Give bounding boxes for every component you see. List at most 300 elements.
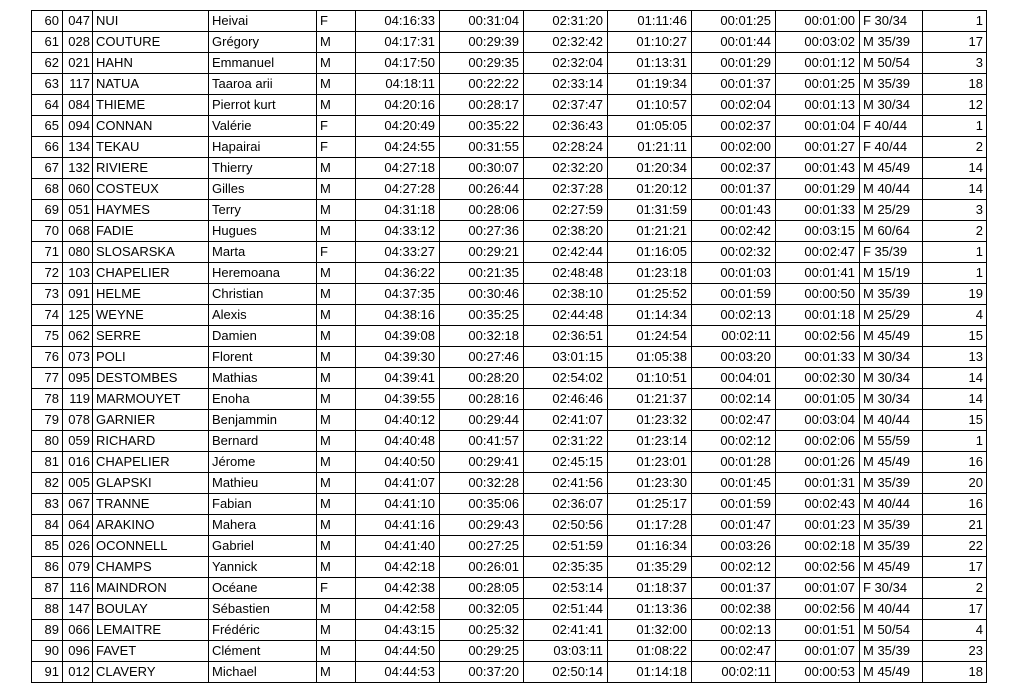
overall-rank-cell: 60	[32, 11, 63, 32]
first-name-cell: Fabian	[209, 494, 317, 515]
overall-rank-cell: 73	[32, 284, 63, 305]
last-name-cell: RIVIERE	[93, 158, 209, 179]
split-2-time-cell: 02:50:14	[524, 662, 608, 683]
first-name-cell: Emmanuel	[209, 53, 317, 74]
transition-1-time-cell: 00:01:37	[692, 74, 776, 95]
sex-cell: M	[317, 641, 356, 662]
split-3-time-cell: 01:10:51	[608, 368, 692, 389]
sex-cell: F	[317, 578, 356, 599]
total-time-cell: 04:39:41	[356, 368, 440, 389]
category-rank-cell: 17	[923, 32, 987, 53]
transition-2-time-cell: 00:01:51	[776, 620, 860, 641]
category-cell: M 55/59	[860, 431, 923, 452]
split-3-time-cell: 01:19:34	[608, 74, 692, 95]
category-cell: F 30/34	[860, 11, 923, 32]
last-name-cell: WEYNE	[93, 305, 209, 326]
overall-rank-cell: 63	[32, 74, 63, 95]
split-1-time-cell: 00:37:20	[440, 662, 524, 683]
transition-2-time-cell: 00:03:04	[776, 410, 860, 431]
first-name-cell: Clément	[209, 641, 317, 662]
bib-number-cell: 005	[63, 473, 93, 494]
sex-cell: M	[317, 368, 356, 389]
total-time-cell: 04:42:38	[356, 578, 440, 599]
split-2-time-cell: 03:01:15	[524, 347, 608, 368]
bib-number-cell: 078	[63, 410, 93, 431]
category-cell: M 35/39	[860, 536, 923, 557]
sex-cell: M	[317, 536, 356, 557]
bib-number-cell: 079	[63, 557, 93, 578]
split-3-time-cell: 01:08:22	[608, 641, 692, 662]
first-name-cell: Enoha	[209, 389, 317, 410]
split-2-time-cell: 02:36:51	[524, 326, 608, 347]
split-2-time-cell: 03:03:11	[524, 641, 608, 662]
split-2-time-cell: 02:48:48	[524, 263, 608, 284]
split-1-time-cell: 00:27:46	[440, 347, 524, 368]
first-name-cell: Gabriel	[209, 536, 317, 557]
last-name-cell: FADIE	[93, 221, 209, 242]
transition-1-time-cell: 00:02:14	[692, 389, 776, 410]
table-row	[32, 389, 987, 410]
split-1-time-cell: 00:32:05	[440, 599, 524, 620]
bib-number-cell: 016	[63, 452, 93, 473]
category-rank-cell: 2	[923, 578, 987, 599]
total-time-cell: 04:27:18	[356, 158, 440, 179]
transition-2-time-cell: 00:01:13	[776, 95, 860, 116]
category-cell: M 30/34	[860, 347, 923, 368]
first-name-cell: Frédéric	[209, 620, 317, 641]
category-cell: M 45/49	[860, 158, 923, 179]
table-row	[32, 620, 987, 641]
category-rank-cell: 23	[923, 641, 987, 662]
split-3-time-cell: 01:05:38	[608, 347, 692, 368]
split-2-time-cell: 02:32:20	[524, 158, 608, 179]
last-name-cell: HELME	[93, 284, 209, 305]
table-row	[32, 137, 987, 158]
total-time-cell: 04:38:16	[356, 305, 440, 326]
table-row	[32, 116, 987, 137]
split-1-time-cell: 00:32:18	[440, 326, 524, 347]
transition-2-time-cell: 00:02:56	[776, 599, 860, 620]
bib-number-cell: 064	[63, 515, 93, 536]
bib-number-cell: 091	[63, 284, 93, 305]
category-cell: M 45/49	[860, 326, 923, 347]
last-name-cell: OCONNELL	[93, 536, 209, 557]
category-cell: M 40/44	[860, 599, 923, 620]
category-cell: F 35/39	[860, 242, 923, 263]
total-time-cell: 04:33:27	[356, 242, 440, 263]
first-name-cell: Michael	[209, 662, 317, 683]
total-time-cell: 04:44:53	[356, 662, 440, 683]
transition-1-time-cell: 00:01:59	[692, 494, 776, 515]
overall-rank-cell: 67	[32, 158, 63, 179]
sex-cell: M	[317, 158, 356, 179]
transition-2-time-cell: 00:02:56	[776, 557, 860, 578]
split-3-time-cell: 01:25:17	[608, 494, 692, 515]
split-1-time-cell: 00:30:46	[440, 284, 524, 305]
category-cell: M 40/44	[860, 410, 923, 431]
table-row	[32, 599, 987, 620]
category-rank-cell: 16	[923, 452, 987, 473]
bib-number-cell: 012	[63, 662, 93, 683]
first-name-cell: Hapairai	[209, 137, 317, 158]
split-3-time-cell: 01:23:30	[608, 473, 692, 494]
overall-rank-cell: 61	[32, 32, 63, 53]
first-name-cell: Terry	[209, 200, 317, 221]
split-1-time-cell: 00:32:28	[440, 473, 524, 494]
transition-2-time-cell: 00:02:06	[776, 431, 860, 452]
table-row	[32, 11, 987, 32]
overall-rank-cell: 64	[32, 95, 63, 116]
transition-1-time-cell: 00:01:37	[692, 179, 776, 200]
transition-2-time-cell: 00:01:25	[776, 74, 860, 95]
split-1-time-cell: 00:35:25	[440, 305, 524, 326]
split-1-time-cell: 00:35:06	[440, 494, 524, 515]
table-row	[32, 347, 987, 368]
category-cell: M 35/39	[860, 473, 923, 494]
split-3-time-cell: 01:16:05	[608, 242, 692, 263]
split-2-time-cell: 02:54:02	[524, 368, 608, 389]
last-name-cell: CONNAN	[93, 116, 209, 137]
table-row	[32, 158, 987, 179]
bib-number-cell: 021	[63, 53, 93, 74]
split-2-time-cell: 02:50:56	[524, 515, 608, 536]
last-name-cell: BOULAY	[93, 599, 209, 620]
split-2-time-cell: 02:41:56	[524, 473, 608, 494]
total-time-cell: 04:44:50	[356, 641, 440, 662]
transition-1-time-cell: 00:02:00	[692, 137, 776, 158]
table-row	[32, 578, 987, 599]
overall-rank-cell: 75	[32, 326, 63, 347]
bib-number-cell: 026	[63, 536, 93, 557]
sex-cell: M	[317, 557, 356, 578]
split-3-time-cell: 01:23:32	[608, 410, 692, 431]
first-name-cell: Thierry	[209, 158, 317, 179]
sex-cell: M	[317, 389, 356, 410]
split-1-time-cell: 00:28:17	[440, 95, 524, 116]
first-name-cell: Hugues	[209, 221, 317, 242]
table-row	[32, 662, 987, 683]
transition-2-time-cell: 00:01:18	[776, 305, 860, 326]
total-time-cell: 04:40:50	[356, 452, 440, 473]
split-3-time-cell: 01:25:52	[608, 284, 692, 305]
transition-1-time-cell: 00:02:37	[692, 158, 776, 179]
transition-2-time-cell: 00:01:41	[776, 263, 860, 284]
split-3-time-cell: 01:18:37	[608, 578, 692, 599]
category-rank-cell: 1	[923, 263, 987, 284]
transition-1-time-cell: 00:02:32	[692, 242, 776, 263]
sex-cell: M	[317, 347, 356, 368]
split-3-time-cell: 01:23:14	[608, 431, 692, 452]
sex-cell: M	[317, 221, 356, 242]
overall-rank-cell: 69	[32, 200, 63, 221]
sex-cell: M	[317, 494, 356, 515]
split-3-time-cell: 01:23:01	[608, 452, 692, 473]
split-2-time-cell: 02:42:44	[524, 242, 608, 263]
last-name-cell: ARAKINO	[93, 515, 209, 536]
split-2-time-cell: 02:36:43	[524, 116, 608, 137]
category-cell: M 35/39	[860, 284, 923, 305]
transition-2-time-cell: 00:01:23	[776, 515, 860, 536]
last-name-cell: NATUA	[93, 74, 209, 95]
split-3-time-cell: 01:17:28	[608, 515, 692, 536]
split-3-time-cell: 01:05:05	[608, 116, 692, 137]
transition-2-time-cell: 00:01:07	[776, 578, 860, 599]
total-time-cell: 04:20:49	[356, 116, 440, 137]
category-cell: M 25/29	[860, 305, 923, 326]
first-name-cell: Gilles	[209, 179, 317, 200]
first-name-cell: Jérome	[209, 452, 317, 473]
split-1-time-cell: 00:27:25	[440, 536, 524, 557]
overall-rank-cell: 81	[32, 452, 63, 473]
bib-number-cell: 116	[63, 578, 93, 599]
last-name-cell: SERRE	[93, 326, 209, 347]
split-1-time-cell: 00:28:06	[440, 200, 524, 221]
transition-2-time-cell: 00:01:31	[776, 473, 860, 494]
total-time-cell: 04:20:16	[356, 95, 440, 116]
total-time-cell: 04:16:33	[356, 11, 440, 32]
bib-number-cell: 117	[63, 74, 93, 95]
first-name-cell: Sébastien	[209, 599, 317, 620]
sex-cell: M	[317, 620, 356, 641]
total-time-cell: 04:39:30	[356, 347, 440, 368]
table-row	[32, 494, 987, 515]
overall-rank-cell: 91	[32, 662, 63, 683]
split-3-time-cell: 01:24:54	[608, 326, 692, 347]
bib-number-cell: 132	[63, 158, 93, 179]
first-name-cell: Alexis	[209, 305, 317, 326]
sex-cell: M	[317, 599, 356, 620]
category-rank-cell: 14	[923, 368, 987, 389]
table-row	[32, 305, 987, 326]
total-time-cell: 04:39:08	[356, 326, 440, 347]
category-rank-cell: 3	[923, 53, 987, 74]
last-name-cell: CLAVERY	[93, 662, 209, 683]
transition-1-time-cell: 00:01:28	[692, 452, 776, 473]
sex-cell: F	[317, 242, 356, 263]
first-name-cell: Heremoana	[209, 263, 317, 284]
split-3-time-cell: 01:10:27	[608, 32, 692, 53]
split-2-time-cell: 02:36:07	[524, 494, 608, 515]
sex-cell: M	[317, 410, 356, 431]
bib-number-cell: 066	[63, 620, 93, 641]
table-row	[32, 95, 987, 116]
split-1-time-cell: 00:21:35	[440, 263, 524, 284]
category-cell: M 40/44	[860, 179, 923, 200]
category-cell: M 35/39	[860, 74, 923, 95]
category-rank-cell: 14	[923, 158, 987, 179]
overall-rank-cell: 76	[32, 347, 63, 368]
bib-number-cell: 062	[63, 326, 93, 347]
overall-rank-cell: 71	[32, 242, 63, 263]
sex-cell: M	[317, 53, 356, 74]
overall-rank-cell: 72	[32, 263, 63, 284]
bib-number-cell: 073	[63, 347, 93, 368]
transition-2-time-cell: 00:02:30	[776, 368, 860, 389]
category-cell: M 45/49	[860, 557, 923, 578]
category-cell: M 45/49	[860, 452, 923, 473]
bib-number-cell: 068	[63, 221, 93, 242]
overall-rank-cell: 83	[32, 494, 63, 515]
total-time-cell: 04:41:40	[356, 536, 440, 557]
first-name-cell: Bernard	[209, 431, 317, 452]
overall-rank-cell: 79	[32, 410, 63, 431]
category-rank-cell: 18	[923, 662, 987, 683]
bib-number-cell: 096	[63, 641, 93, 662]
first-name-cell: Christian	[209, 284, 317, 305]
first-name-cell: Mathieu	[209, 473, 317, 494]
split-2-time-cell: 02:45:15	[524, 452, 608, 473]
table-row	[32, 221, 987, 242]
split-2-time-cell: 02:31:20	[524, 11, 608, 32]
first-name-cell: Grégory	[209, 32, 317, 53]
total-time-cell: 04:40:12	[356, 410, 440, 431]
transition-1-time-cell: 00:02:11	[692, 326, 776, 347]
transition-1-time-cell: 00:02:12	[692, 431, 776, 452]
bib-number-cell: 103	[63, 263, 93, 284]
table-row	[32, 263, 987, 284]
bib-number-cell: 060	[63, 179, 93, 200]
split-2-time-cell: 02:44:48	[524, 305, 608, 326]
overall-rank-cell: 89	[32, 620, 63, 641]
total-time-cell: 04:37:35	[356, 284, 440, 305]
transition-2-time-cell: 00:01:05	[776, 389, 860, 410]
split-1-time-cell: 00:26:44	[440, 179, 524, 200]
category-rank-cell: 4	[923, 305, 987, 326]
last-name-cell: POLI	[93, 347, 209, 368]
sex-cell: M	[317, 263, 356, 284]
overall-rank-cell: 74	[32, 305, 63, 326]
total-time-cell: 04:31:18	[356, 200, 440, 221]
transition-1-time-cell: 00:02:13	[692, 305, 776, 326]
split-2-time-cell: 02:32:04	[524, 53, 608, 74]
category-rank-cell: 14	[923, 179, 987, 200]
split-1-time-cell: 00:25:32	[440, 620, 524, 641]
category-cell: M 35/39	[860, 32, 923, 53]
overall-rank-cell: 78	[32, 389, 63, 410]
split-1-time-cell: 00:26:01	[440, 557, 524, 578]
transition-2-time-cell: 00:02:56	[776, 326, 860, 347]
split-3-time-cell: 01:21:21	[608, 221, 692, 242]
bib-number-cell: 028	[63, 32, 93, 53]
split-1-time-cell: 00:29:25	[440, 641, 524, 662]
sex-cell: M	[317, 431, 356, 452]
split-1-time-cell: 00:29:41	[440, 452, 524, 473]
split-2-time-cell: 02:41:07	[524, 410, 608, 431]
bib-number-cell: 119	[63, 389, 93, 410]
first-name-cell: Marta	[209, 242, 317, 263]
overall-rank-cell: 85	[32, 536, 63, 557]
transition-1-time-cell: 00:02:47	[692, 641, 776, 662]
table-row	[32, 473, 987, 494]
overall-rank-cell: 86	[32, 557, 63, 578]
sex-cell: M	[317, 662, 356, 683]
overall-rank-cell: 88	[32, 599, 63, 620]
category-cell: F 40/44	[860, 137, 923, 158]
last-name-cell: COSTEUX	[93, 179, 209, 200]
sex-cell: F	[317, 116, 356, 137]
last-name-cell: GARNIER	[93, 410, 209, 431]
transition-2-time-cell: 00:01:33	[776, 347, 860, 368]
sex-cell: M	[317, 32, 356, 53]
split-3-time-cell: 01:14:34	[608, 305, 692, 326]
table-row	[32, 53, 987, 74]
transition-2-time-cell: 00:01:04	[776, 116, 860, 137]
overall-rank-cell: 87	[32, 578, 63, 599]
sex-cell: M	[317, 326, 356, 347]
split-3-time-cell: 01:20:34	[608, 158, 692, 179]
total-time-cell: 04:41:07	[356, 473, 440, 494]
last-name-cell: GLAPSKI	[93, 473, 209, 494]
category-rank-cell: 22	[923, 536, 987, 557]
sex-cell: F	[317, 11, 356, 32]
transition-2-time-cell: 00:03:02	[776, 32, 860, 53]
split-1-time-cell: 00:22:22	[440, 74, 524, 95]
sex-cell: M	[317, 473, 356, 494]
bib-number-cell: 147	[63, 599, 93, 620]
category-rank-cell: 1	[923, 116, 987, 137]
split-1-time-cell: 00:41:57	[440, 431, 524, 452]
overall-rank-cell: 65	[32, 116, 63, 137]
first-name-cell: Taaroa arii	[209, 74, 317, 95]
split-2-time-cell: 02:35:35	[524, 557, 608, 578]
last-name-cell: TRANNE	[93, 494, 209, 515]
last-name-cell: HAHN	[93, 53, 209, 74]
split-3-time-cell: 01:32:00	[608, 620, 692, 641]
last-name-cell: RICHARD	[93, 431, 209, 452]
category-rank-cell: 17	[923, 557, 987, 578]
total-time-cell: 04:40:48	[356, 431, 440, 452]
transition-1-time-cell: 00:01:59	[692, 284, 776, 305]
category-rank-cell: 2	[923, 137, 987, 158]
first-name-cell: Benjammin	[209, 410, 317, 431]
split-3-time-cell: 01:21:37	[608, 389, 692, 410]
sex-cell: M	[317, 284, 356, 305]
category-rank-cell: 18	[923, 74, 987, 95]
split-1-time-cell: 00:28:20	[440, 368, 524, 389]
last-name-cell: DESTOMBES	[93, 368, 209, 389]
overall-rank-cell: 82	[32, 473, 63, 494]
total-time-cell: 04:24:55	[356, 137, 440, 158]
transition-1-time-cell: 00:02:13	[692, 620, 776, 641]
split-1-time-cell: 00:35:22	[440, 116, 524, 137]
sex-cell: M	[317, 95, 356, 116]
transition-2-time-cell: 00:01:00	[776, 11, 860, 32]
category-rank-cell: 14	[923, 389, 987, 410]
last-name-cell: TEKAU	[93, 137, 209, 158]
overall-rank-cell: 68	[32, 179, 63, 200]
split-2-time-cell: 02:41:41	[524, 620, 608, 641]
total-time-cell: 04:17:50	[356, 53, 440, 74]
table-row	[32, 431, 987, 452]
transition-1-time-cell: 00:02:04	[692, 95, 776, 116]
transition-2-time-cell: 00:00:53	[776, 662, 860, 683]
table-row	[32, 536, 987, 557]
overall-rank-cell: 90	[32, 641, 63, 662]
split-3-time-cell: 01:35:29	[608, 557, 692, 578]
split-2-time-cell: 02:28:24	[524, 137, 608, 158]
split-3-time-cell: 01:11:46	[608, 11, 692, 32]
transition-1-time-cell: 00:01:03	[692, 263, 776, 284]
split-2-time-cell: 02:27:59	[524, 200, 608, 221]
category-rank-cell: 1	[923, 11, 987, 32]
split-2-time-cell: 02:51:59	[524, 536, 608, 557]
last-name-cell: LEMAITRE	[93, 620, 209, 641]
split-1-time-cell: 00:31:04	[440, 11, 524, 32]
sex-cell: M	[317, 200, 356, 221]
transition-1-time-cell: 00:04:01	[692, 368, 776, 389]
category-cell: M 35/39	[860, 515, 923, 536]
transition-1-time-cell: 00:01:47	[692, 515, 776, 536]
